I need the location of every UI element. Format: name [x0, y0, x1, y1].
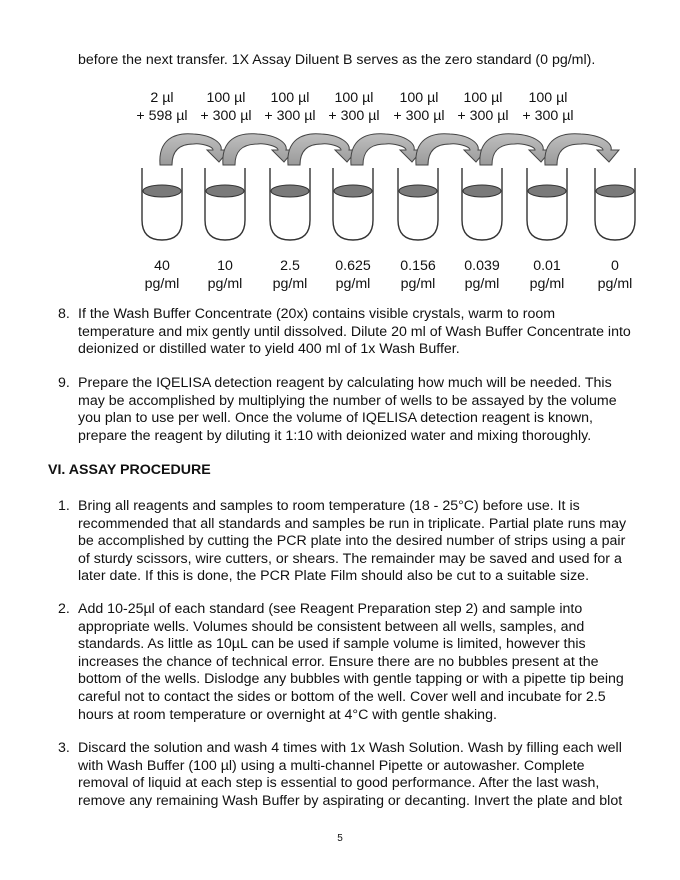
- transfer-volume-label: [318, 90, 390, 125]
- transfer-arrow-icon: [160, 134, 229, 165]
- text-line: of sturdy scissors, wire cutters, or shears. The remainder may be saved and used for a: [78, 550, 622, 567]
- concentration-unit: pg/ml: [144, 275, 180, 292]
- concentration-label: [259, 258, 321, 293]
- diluent-volume: + 598 µl: [136, 107, 188, 124]
- item-text: [78, 306, 648, 359]
- item-number: 3.: [58, 740, 70, 756]
- sample-volume: 100 µl: [270, 90, 310, 106]
- transfer-volume-label: [383, 90, 455, 125]
- sample-volume: 100 µl: [206, 90, 246, 106]
- transfer-volume-label: [126, 90, 198, 125]
- sample-volume: 100 µl: [399, 90, 439, 106]
- diluent-volume: + 300 µl: [328, 107, 380, 124]
- concentration-value: 0.625: [335, 258, 371, 274]
- tube-4: [333, 168, 373, 240]
- tube-3: [270, 168, 310, 240]
- transfer-volume-label: [190, 90, 262, 125]
- item-number: 1.: [58, 498, 70, 514]
- concentration-unit: pg/ml: [529, 275, 565, 292]
- sample-volume: 2 µl: [150, 90, 174, 106]
- concentration-label: [387, 258, 449, 293]
- concentration-unit: pg/ml: [597, 275, 633, 292]
- concentration-label: [322, 258, 384, 293]
- text-line: removal of liquid at each step is essential to good performance. After the last wash,: [78, 775, 600, 792]
- section-heading: VI. ASSAY PROCEDURE: [48, 462, 211, 478]
- diluent-volume: + 300 µl: [200, 107, 252, 124]
- text-line: Bring all reagents and samples to room temperature (18 - 25°C) before use. It is: [78, 498, 580, 514]
- tube-8: [595, 168, 635, 240]
- text-line: recommended that all standards and samples be run in triplicate. Partial plate runs may: [78, 515, 627, 532]
- text-line: you plan to use per well. Once the volume of IQELISA detection reagent is known,: [78, 410, 593, 427]
- concentration-unit: pg/ml: [400, 275, 436, 292]
- diluent-volume: + 300 µl: [393, 107, 445, 124]
- concentration-value: 0.01: [533, 258, 561, 274]
- text-line: increases the chance of technical error. Ensure there are no bubbles present at the: [78, 653, 599, 670]
- tube-1: [142, 168, 182, 240]
- concentration-unit: pg/ml: [272, 275, 308, 292]
- text-line: temperature and mix gently until dissolved. Dilute 20 ml of Wash Buffer Concentrate into: [78, 323, 631, 340]
- text-line: careful not to contact the sides or bottom of the well. Cover well and incubate for 2.5: [78, 688, 606, 705]
- text-line: appropriate wells. Volumes should be consistent between all wells, samples, and: [78, 618, 585, 635]
- concentration-value: 40: [154, 258, 170, 274]
- text-line: Add 10-25µl of each standard (see Reagent Preparation step 2) and sample into: [78, 601, 583, 617]
- text-line: be accomplished by cutting the PCR plate into the desired number of strips using a pair: [78, 533, 626, 550]
- sample-volume: 100 µl: [334, 90, 374, 106]
- text-line: later date. If this is done, the PCR Plate Film should also be cut to a suitable size.: [78, 568, 590, 585]
- item-text: [78, 740, 648, 810]
- item-number: 2.: [58, 601, 70, 617]
- tube-5: [398, 168, 438, 240]
- concentration-value: 2.5: [280, 258, 300, 274]
- transfer-volume-label: [254, 90, 326, 125]
- concentration-label: [131, 258, 193, 293]
- sample-volume: 100 µl: [463, 90, 503, 106]
- text-line: If the Wash Buffer Concentrate (20x) contains visible crystals, warm to room: [78, 306, 556, 322]
- item-text: [78, 498, 648, 586]
- text-line: Prepare the IQELISA detection reagent by calculating how much will be needed. This: [78, 375, 612, 391]
- item-number: 9.: [58, 375, 70, 391]
- diluent-volume: + 300 µl: [457, 107, 509, 124]
- diluent-volume: + 300 µl: [522, 107, 574, 124]
- text-line: Discard the solution and wash 4 times with 1x Wash Solution. Wash by filling each well: [78, 740, 622, 756]
- transfer-arrow-icon: [223, 134, 294, 165]
- concentration-label: [584, 258, 646, 293]
- text-line: deionized or distilled water to yield 400 ml of 1x Wash Buffer.: [78, 341, 460, 358]
- text-line: with Wash Buffer (100 µl) using a multi-channel Pipette or autowasher. Complete: [78, 757, 585, 774]
- concentration-value: 0.156: [400, 258, 436, 274]
- text-line: remove any remaining Wash Buffer by aspirating or decanting. Invert the plate and blot: [78, 792, 623, 809]
- concentration-unit: pg/ml: [464, 275, 500, 292]
- text-line: hours at room temperature or overnight at 4°C with gentle shaking.: [78, 706, 497, 723]
- text-line: prepare the reagent by diluting it 1:10 with deionized water and mixing thoroughly.: [78, 427, 592, 444]
- transfer-volume-label: [447, 90, 519, 125]
- text-line: standards. As little as 10µL can be used if sample volume is limited, however this: [78, 636, 586, 653]
- concentration-label: [194, 258, 256, 293]
- dilution-diagram-graphic: [0, 0, 680, 300]
- text-line: may be accomplished by multiplying the number of wells to be assayed by the volume: [78, 392, 617, 409]
- item-number: 8.: [58, 306, 70, 322]
- transfer-arrow-icon: [288, 134, 357, 165]
- concentration-value: 0.039: [464, 258, 500, 274]
- diluent-volume: + 300 µl: [264, 107, 316, 124]
- item-text: [78, 601, 648, 724]
- concentration-unit: pg/ml: [207, 275, 243, 292]
- page-number: 5: [337, 833, 343, 844]
- transfer-arrow-icon: [545, 134, 619, 165]
- text-line: bottom of the wells. Dislodge any bubbles with gentle tapping or with a pipette tip being: [78, 671, 624, 688]
- item-text: [78, 375, 648, 445]
- transfer-volume-label: [512, 90, 584, 125]
- transfer-arrow-icon: [416, 134, 486, 165]
- tube-6: [462, 168, 502, 240]
- tube-2: [205, 168, 245, 240]
- intro-text: before the next transfer. 1X Assay Diluent B serves as the zero standard (0 pg/ml).: [78, 52, 596, 68]
- tube-7: [527, 168, 567, 240]
- concentration-unit: pg/ml: [335, 275, 371, 292]
- sample-volume: 100 µl: [528, 90, 568, 106]
- concentration-label: [516, 258, 578, 293]
- concentration-value: 10: [217, 258, 233, 274]
- transfer-arrow-icon: [480, 134, 551, 165]
- concentration-value: 0: [611, 258, 619, 274]
- transfer-arrow-icon: [351, 134, 422, 165]
- concentration-label: [451, 258, 513, 293]
